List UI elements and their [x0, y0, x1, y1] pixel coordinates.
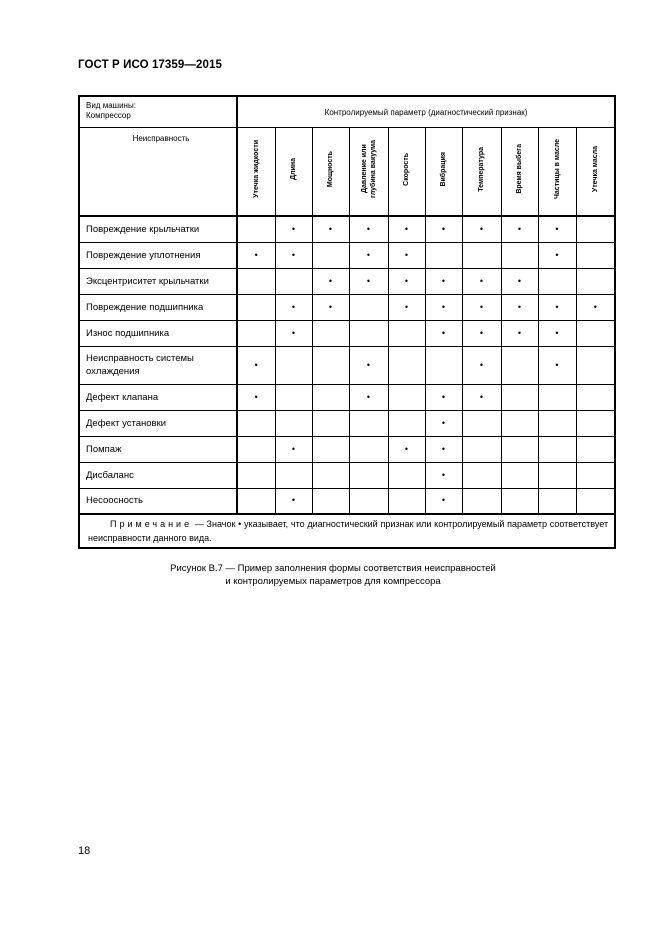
empty-cell: [312, 462, 349, 488]
parameter-column-label: Скорость: [403, 152, 410, 186]
empty-cell: [237, 294, 275, 320]
parameter-column-header: [538, 128, 576, 217]
mark-bullet: •: [425, 268, 462, 294]
empty-cell: [576, 462, 615, 488]
mark-bullet: •: [349, 384, 388, 410]
empty-cell: [349, 410, 388, 436]
mark-bullet: •: [349, 242, 388, 268]
mark-bullet: •: [237, 346, 275, 384]
parameter-column-header: [237, 128, 275, 217]
empty-cell: [576, 436, 615, 462]
table-row: [79, 462, 615, 488]
machine-type-label: Вид машины:: [86, 101, 136, 110]
empty-cell: [237, 462, 275, 488]
table-row: [79, 242, 615, 268]
caption-line-2: и контролируемых параметров для компрессора: [225, 576, 441, 587]
fault-parameter-matrix: [78, 95, 616, 549]
figure-caption: [78, 562, 588, 588]
mark-bullet: •: [425, 216, 462, 242]
empty-cell: [576, 320, 615, 346]
mark-bullet: •: [538, 216, 576, 242]
empty-cell: [388, 410, 425, 436]
empty-cell: [576, 242, 615, 268]
parameter-column-header: [312, 128, 349, 217]
mark-bullet: •: [462, 384, 501, 410]
empty-cell: [388, 346, 425, 384]
empty-cell: [462, 462, 501, 488]
fault-name: Повреждение уплотнения: [79, 242, 237, 268]
empty-cell: [538, 384, 576, 410]
table-row: [79, 346, 615, 384]
empty-cell: [312, 410, 349, 436]
empty-cell: [538, 462, 576, 488]
parameter-column-header: [388, 128, 425, 217]
parameter-column-label: Частицы в масле: [553, 138, 561, 200]
empty-cell: [425, 242, 462, 268]
empty-cell: [275, 384, 312, 410]
empty-cell: [501, 436, 538, 462]
mark-bullet: •: [462, 216, 501, 242]
mark-bullet: •: [388, 294, 425, 320]
mark-bullet: •: [425, 320, 462, 346]
fault-name: Дисбаланс: [79, 462, 237, 488]
machine-type-value: Компрессор: [86, 111, 131, 120]
note-label: Примечание: [110, 519, 193, 529]
parameter-column-label: Утечка масла: [591, 145, 599, 193]
parameter-column-label: Мощность: [327, 150, 334, 188]
empty-cell: [237, 320, 275, 346]
table-row: [79, 436, 615, 462]
empty-cell: [275, 410, 312, 436]
parameter-title: Контролируемый параметр (диагностический признак): [237, 96, 615, 128]
empty-cell: [576, 488, 615, 514]
mark-bullet: •: [275, 320, 312, 346]
fault-name: Эксцентриситет крыльчатки: [79, 268, 237, 294]
empty-cell: [576, 216, 615, 242]
empty-cell: [576, 410, 615, 436]
empty-cell: [538, 268, 576, 294]
mark-bullet: •: [312, 216, 349, 242]
mark-bullet: •: [501, 268, 538, 294]
empty-cell: [388, 320, 425, 346]
empty-cell: [538, 488, 576, 514]
parameter-column-header: [462, 128, 501, 217]
mark-bullet: •: [425, 384, 462, 410]
empty-cell: [462, 242, 501, 268]
mark-bullet: •: [237, 242, 275, 268]
empty-cell: [312, 384, 349, 410]
empty-cell: [538, 410, 576, 436]
empty-cell: [312, 346, 349, 384]
fault-name: Дефект установки: [79, 410, 237, 436]
parameter-column-header: [275, 128, 312, 217]
mark-bullet: •: [538, 320, 576, 346]
mark-bullet: •: [237, 384, 275, 410]
mark-bullet: •: [462, 320, 501, 346]
mark-bullet: •: [349, 346, 388, 384]
page-number: 18: [78, 845, 91, 857]
fault-name: Износ подшипника: [79, 320, 237, 346]
mark-bullet: •: [501, 320, 538, 346]
mark-bullet: •: [576, 294, 615, 320]
table-note: [79, 514, 615, 548]
empty-cell: [576, 384, 615, 410]
parameter-column-label: Утечка жидкости: [252, 140, 260, 198]
empty-cell: [388, 462, 425, 488]
mark-bullet: •: [312, 268, 349, 294]
mark-bullet: •: [275, 242, 312, 268]
empty-cell: [312, 242, 349, 268]
empty-cell: [312, 488, 349, 514]
parameter-column-header: [501, 128, 538, 217]
table-row: [79, 216, 615, 242]
mark-bullet: •: [425, 294, 462, 320]
empty-cell: [237, 488, 275, 514]
fault-name: Повреждение подшипника: [79, 294, 237, 320]
mark-bullet: •: [312, 294, 349, 320]
parameter-column-label: Давление или глубина вакуума: [360, 140, 377, 198]
empty-cell: [349, 436, 388, 462]
empty-cell: [501, 384, 538, 410]
mark-bullet: •: [425, 410, 462, 436]
mark-bullet: •: [275, 436, 312, 462]
mark-bullet: •: [388, 436, 425, 462]
fault-name: Помпаж: [79, 436, 237, 462]
mark-bullet: •: [538, 346, 576, 384]
empty-cell: [237, 216, 275, 242]
fault-name: Повреждение крыльчатки: [79, 216, 237, 242]
empty-cell: [538, 436, 576, 462]
empty-cell: [388, 488, 425, 514]
empty-cell: [237, 436, 275, 462]
empty-cell: [275, 268, 312, 294]
empty-cell: [237, 268, 275, 294]
mark-bullet: •: [275, 294, 312, 320]
document-header: ГОСТ Р ИСО 17359—2015: [78, 59, 223, 71]
mark-bullet: •: [462, 346, 501, 384]
mark-bullet: •: [275, 216, 312, 242]
empty-cell: [576, 346, 615, 384]
mark-bullet: •: [388, 216, 425, 242]
empty-cell: [501, 462, 538, 488]
table-row: [79, 488, 615, 514]
empty-cell: [462, 436, 501, 462]
empty-cell: [349, 488, 388, 514]
mark-bullet: •: [275, 488, 312, 514]
table-row: [79, 320, 615, 346]
machine-type-cell: [79, 96, 237, 128]
empty-cell: [425, 346, 462, 384]
parameter-column-label: Длина: [290, 158, 297, 180]
empty-cell: [349, 320, 388, 346]
table-row: [79, 384, 615, 410]
mark-bullet: •: [501, 294, 538, 320]
note-text: — Значок • указывает, что диагностический признак или контролируемый параметр соответствует неисправности данного вида.: [88, 519, 609, 543]
parameter-column-header: [576, 128, 615, 217]
mark-bullet: •: [462, 294, 501, 320]
mark-bullet: •: [462, 268, 501, 294]
empty-cell: [275, 462, 312, 488]
mark-bullet: •: [425, 436, 462, 462]
empty-cell: [501, 488, 538, 514]
empty-cell: [576, 268, 615, 294]
mark-bullet: •: [388, 268, 425, 294]
mark-bullet: •: [501, 216, 538, 242]
mark-bullet: •: [349, 216, 388, 242]
mark-bullet: •: [425, 488, 462, 514]
empty-cell: [462, 410, 501, 436]
empty-cell: [501, 242, 538, 268]
table-row: [79, 410, 615, 436]
mark-bullet: •: [349, 268, 388, 294]
parameter-column-label: Температура: [478, 146, 485, 192]
empty-cell: [349, 462, 388, 488]
empty-cell: [501, 410, 538, 436]
empty-cell: [237, 410, 275, 436]
fault-name: Неисправность системы охлаждения: [79, 346, 237, 384]
parameter-column-header: [349, 128, 388, 217]
parameter-column-header: [425, 128, 462, 217]
fault-name: Дефект клапана: [79, 384, 237, 410]
empty-cell: [501, 346, 538, 384]
table-row: [79, 294, 615, 320]
fault-column-header: Неисправность: [79, 128, 237, 217]
empty-cell: [312, 320, 349, 346]
mark-bullet: •: [538, 242, 576, 268]
empty-cell: [349, 294, 388, 320]
mark-bullet: •: [538, 294, 576, 320]
fault-name: Несоосность: [79, 488, 237, 514]
table-row: [79, 268, 615, 294]
parameter-column-label: Время выбега: [516, 144, 523, 194]
caption-line-1: Рисунок В.7 — Пример заполнения формы соответствия неисправностей: [170, 563, 496, 574]
empty-cell: [462, 488, 501, 514]
empty-cell: [388, 384, 425, 410]
mark-bullet: •: [388, 242, 425, 268]
empty-cell: [275, 346, 312, 384]
mark-bullet: •: [425, 462, 462, 488]
parameter-column-label: Вибрация: [440, 151, 447, 187]
empty-cell: [312, 436, 349, 462]
